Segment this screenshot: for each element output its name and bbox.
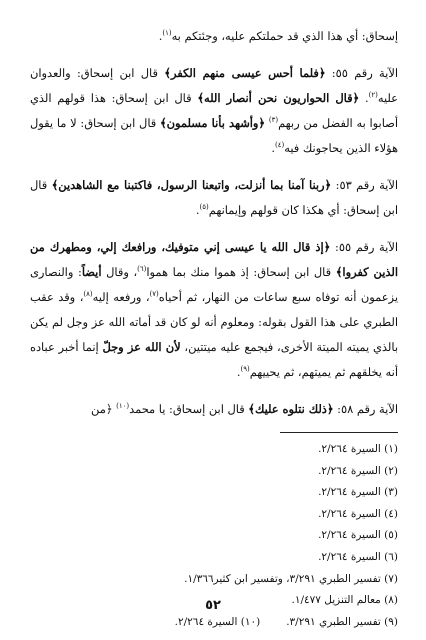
text-run: قال ابن إسحاق: هذا قولهم الذي أصابوا به الفضل من ربهم bbox=[30, 91, 399, 130]
footnote-text: (٥) السيرة ٢/٢٦٤. bbox=[318, 529, 398, 542]
paragraph bbox=[30, 397, 398, 422]
text-run: . bbox=[195, 203, 200, 217]
footnote-ref: (٦) bbox=[137, 265, 147, 274]
footnote-ref: (٧) bbox=[149, 290, 159, 299]
text-run: . bbox=[359, 91, 369, 105]
quran-verse: ﴿قال الحواريون نحن أنصار الله﴾ bbox=[197, 91, 360, 105]
footnote-text: (٣) السيرة ٢/٢٦٤. bbox=[318, 486, 398, 499]
footnote bbox=[30, 547, 398, 569]
body-text bbox=[30, 24, 398, 422]
footnote-ref: (٤) bbox=[275, 141, 285, 150]
footnote-ref: (١٠) bbox=[116, 402, 130, 411]
quran-verse: ﴿ذلك نتلوه عليك﴾ bbox=[248, 402, 334, 416]
footnote bbox=[30, 439, 398, 461]
paragraph bbox=[30, 235, 398, 385]
text-run: . bbox=[158, 29, 163, 43]
paragraph bbox=[30, 24, 398, 49]
text-run: الآية رقم ٥٥: bbox=[330, 240, 398, 254]
quran-verse: لأن الله عز وجلّ bbox=[102, 340, 181, 354]
book-page bbox=[30, 24, 398, 640]
text-run: الآية رقم ٥٥: bbox=[325, 66, 398, 80]
text-run: إنما أخبر عباده أنه يخلقهم ثم يميتهم، ثم يحييهم bbox=[30, 340, 398, 379]
text-run: . bbox=[236, 365, 241, 379]
quran-verse: ﴿إذ قال الله يا عيسى إني متوفيك، ورافعك إلي، ومطهرك من الذين كفروا﴾ bbox=[30, 240, 398, 279]
text-run: الآية رقم ٥٨: bbox=[333, 402, 398, 416]
text-run: قال ابن إسحاق: إذ هموا منك بما هموا bbox=[146, 265, 336, 279]
quran-verse: ﴿فلما أحس عيسى منهم الكفر﴾ bbox=[164, 66, 326, 80]
footnote-text: (١) السيرة ٢/٢٦٤. bbox=[318, 443, 398, 455]
footnote-ref: (٥) bbox=[199, 203, 209, 212]
footnote-separator bbox=[280, 432, 398, 433]
footnote-text: (٦) السيرة ٢/٢٦٤. bbox=[318, 550, 398, 563]
text-run: ، ورفعه إليه bbox=[92, 290, 150, 304]
quran-verse: أيضاً bbox=[81, 265, 102, 279]
footnote-ref: (٢) bbox=[368, 91, 378, 100]
footnote-ref: (٨) bbox=[83, 290, 93, 299]
footnote bbox=[30, 461, 398, 483]
text-run: . bbox=[271, 141, 276, 155]
text-run: : والنصارى يزعمون أنه توفاه سبع ساعات من النهار، ثم أحياه bbox=[30, 265, 398, 304]
footnote bbox=[30, 569, 398, 591]
footnote-text: (١٠) السيرة ٢/٢٦٤. bbox=[174, 615, 261, 628]
text-run: إسحاق: أي هذا الذي قد حملتكم عليه، وجئتكم به bbox=[171, 29, 398, 43]
footnote bbox=[30, 482, 398, 504]
footnote-text: (٢) السيرة ٢/٢٦٤. bbox=[318, 464, 398, 477]
text-run: الآية رقم ٥٣: bbox=[331, 178, 399, 192]
footnote-text: (٨) معالم التنزيل ١/٤٧٧. bbox=[291, 594, 398, 607]
footnote bbox=[30, 504, 398, 526]
text-run: ، وقال bbox=[101, 265, 138, 279]
text-run: ﴿من bbox=[91, 402, 117, 416]
footnote-ref: (١) bbox=[162, 29, 172, 38]
text-run: قال ابن إسحاق: لا ما يقول هؤلاء الذين يحاجونك فيه bbox=[30, 116, 398, 155]
footnote-ref: (٣) bbox=[268, 116, 279, 125]
text-run: قال ابن إسحاق: أي هكذا كان قولهم وإيمانهم bbox=[30, 178, 398, 217]
footnote-text: (٧) تفسير الطبري ٣/٢٩١، وتفسير ابن كثير١/٣٦٦. bbox=[184, 572, 398, 585]
page-number: ٥٢ bbox=[205, 598, 221, 613]
paragraph bbox=[30, 61, 398, 161]
footnote bbox=[30, 525, 398, 547]
text-run: قال ابن إسحاق: والعدوان عليه bbox=[30, 66, 398, 105]
footnote-ref: (٩) bbox=[240, 365, 250, 374]
quran-verse: ﴿ربنا آمنا بما أنزلت، واتبعنا الرسول، فاكتبنا مع الشاهدين﴾ bbox=[51, 178, 332, 192]
text-run: ، وقد عقب الطبري على هذا القول بقوله: ومعلوم أنه لو كان قد أماته الله عز وجل لم يكن بالذي يميته الميتة الأخرى، فيجمع عليه ميتتين، bbox=[30, 290, 398, 354]
text-run: قال ابن إسحاق: يا محمد bbox=[129, 402, 249, 416]
paragraph bbox=[30, 173, 398, 223]
footnote-text: (٤) السيرة ٢/٢٦٤. bbox=[318, 507, 398, 520]
footnote bbox=[30, 612, 398, 634]
footnote-text: (٩) تفسير الطبري ٣/٢٩١. bbox=[286, 615, 398, 628]
quran-verse: ﴿وأشهد بأنا مسلمون﴾ bbox=[159, 116, 266, 130]
